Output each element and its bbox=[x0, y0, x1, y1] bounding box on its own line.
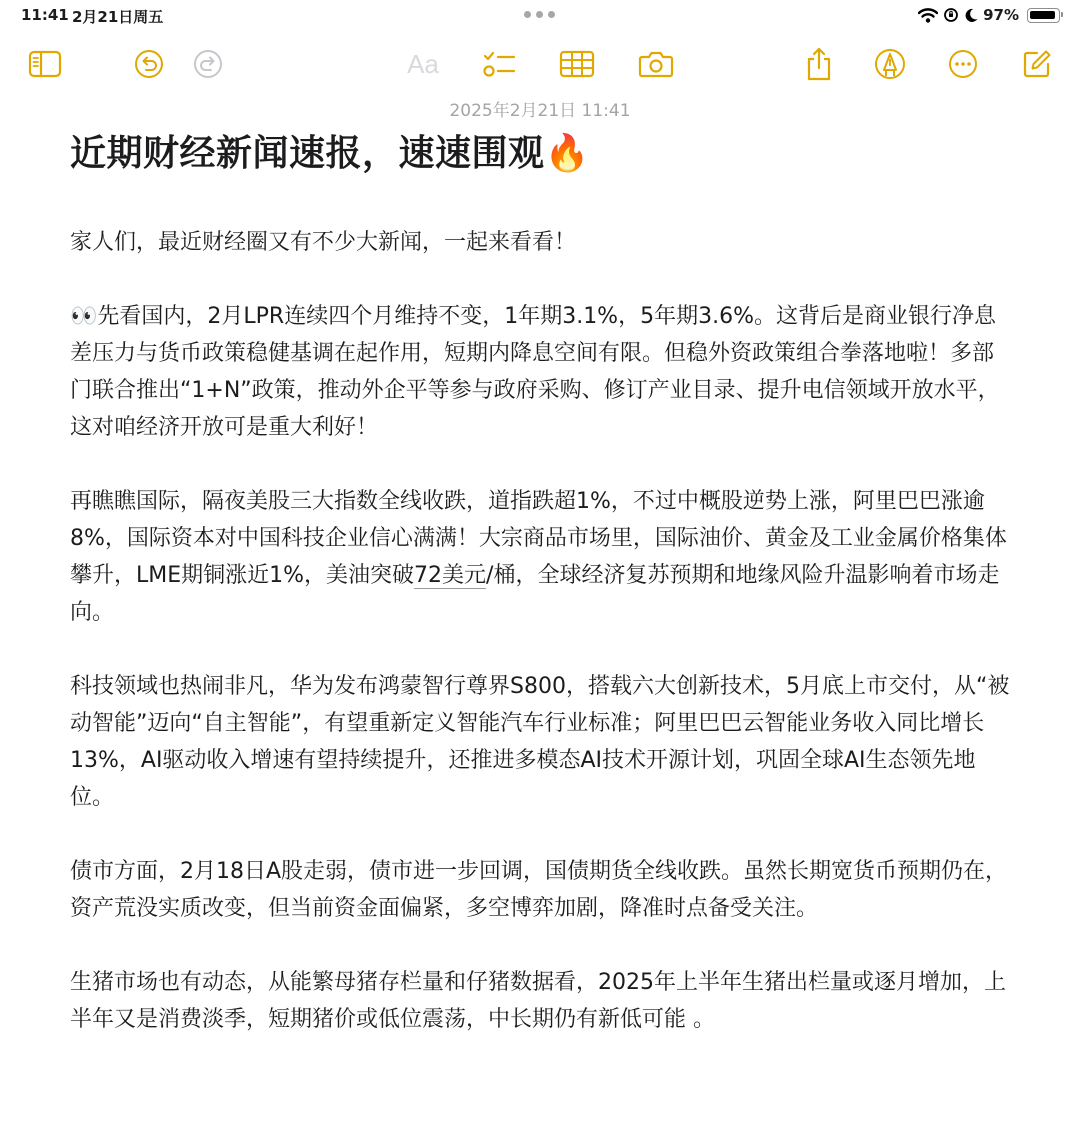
note-body[interactable] bbox=[70, 224, 1010, 1075]
status-indicators bbox=[918, 4, 1060, 26]
paragraph-international bbox=[70, 483, 1010, 631]
wifi-icon bbox=[918, 8, 938, 23]
note-title[interactable]: 近期财经新闻速报，速速围观🔥 bbox=[70, 133, 590, 174]
markup-button[interactable] bbox=[868, 42, 912, 86]
sidebar-icon bbox=[28, 50, 62, 78]
battery-percentage: 97% bbox=[983, 6, 1019, 24]
paragraph-domestic: 👀先看国内，2月LPR连续四个月维持不变，1年期3.1%，5年期3.6%。这背后是商业银行净息差压力与货币政策稳健基调在起作用，短期内降息空间有限。但稳外资政策组合拳落地啦！多部门联合推出“1+N”政策，推动外企平等参与政府采购、修订产业目录、提升电信领域开放水平，这对咱经济开放可是重大利好！ bbox=[70, 304, 1000, 440]
paragraph-international-text-1: 再瞧瞧国际，隔夜美股三大指数全线收跌，道指跌超1%，不过中概股逆势上涨，阿里巴巴涨逾8%，国际资本对中国科技企业信心满满！大宗商品市场里，国际油价、黄金及工业金属价格集体攀升，LME期铜涨近1%，美油突破 bbox=[70, 489, 1007, 588]
paragraph-bond-market: 债市方面，2月18日A股走弱，债市进一步回调，国债期货全线收跌。虽然长期宽货币预期仍在，资产荒没实质改变，但当前资金面偏紧，多空博弈加剧，降准时点备受关注。 bbox=[70, 859, 1008, 921]
table-button[interactable] bbox=[555, 42, 599, 86]
sidebar-toggle-button[interactable] bbox=[23, 42, 67, 86]
share-icon bbox=[805, 47, 833, 81]
paragraph-technology: 科技领域也热闹非凡，华为发布鸿蒙智行尊界S800，搭载六大创新技术，5月底上市交付，从“被动智能”迈向“自主智能”，有望重新定义智能汽车行业标准；阿里巴巴云智能业务收入同比增长13%，AI驱动收入增速有望持续提升，还推进多模态AI技术开源计划，巩固全球AI生态领先地位。 bbox=[70, 674, 1010, 810]
note-timestamp: 2025年2月21日 11:41 bbox=[449, 101, 631, 121]
battery-icon bbox=[1027, 8, 1060, 23]
paragraph-intro: 家人们，最近财经圈又有不少大新闻，一起来看看！ bbox=[70, 230, 577, 255]
markup-pen-icon bbox=[874, 48, 906, 80]
checklist-button[interactable] bbox=[477, 42, 521, 86]
undo-icon bbox=[134, 49, 164, 79]
camera-icon bbox=[638, 49, 674, 79]
format-button[interactable]: Aa bbox=[407, 48, 439, 79]
undo-button[interactable] bbox=[127, 42, 171, 86]
battery-fill bbox=[1030, 11, 1055, 19]
paragraph-international-text-2: /桶，全球经济复苏预期和地缘风险升温影响着市场走向。 bbox=[70, 563, 1000, 625]
status-bar bbox=[0, 0, 1080, 32]
status-date: 2月21日周五 bbox=[72, 8, 164, 26]
table-icon bbox=[559, 50, 595, 78]
redo-button[interactable] bbox=[186, 42, 230, 86]
orientation-lock-icon bbox=[943, 7, 959, 23]
multitasking-dots-icon[interactable] bbox=[524, 11, 556, 19]
new-note-button[interactable] bbox=[1015, 42, 1059, 86]
paragraph-hog-market: 生猪市场也有动态，从能繁母猪存栏量和仔猪数据看，2025年上半年生猪出栏量或逐月增加，上半年又是消费淡季，短期猪价或低位震荡，中长期仍有新低可能 。 bbox=[70, 970, 1006, 1032]
more-options-button[interactable] bbox=[941, 42, 985, 86]
checklist-icon bbox=[482, 49, 516, 79]
more-icon bbox=[948, 49, 978, 79]
status-time: 11:41 bbox=[21, 6, 69, 24]
moon-icon bbox=[964, 8, 978, 23]
notes-toolbar bbox=[0, 42, 1080, 86]
price-link[interactable]: 72美元 bbox=[414, 563, 487, 588]
camera-button[interactable] bbox=[634, 42, 678, 86]
compose-icon bbox=[1022, 49, 1052, 79]
redo-icon bbox=[193, 49, 223, 79]
share-button[interactable] bbox=[797, 42, 841, 86]
